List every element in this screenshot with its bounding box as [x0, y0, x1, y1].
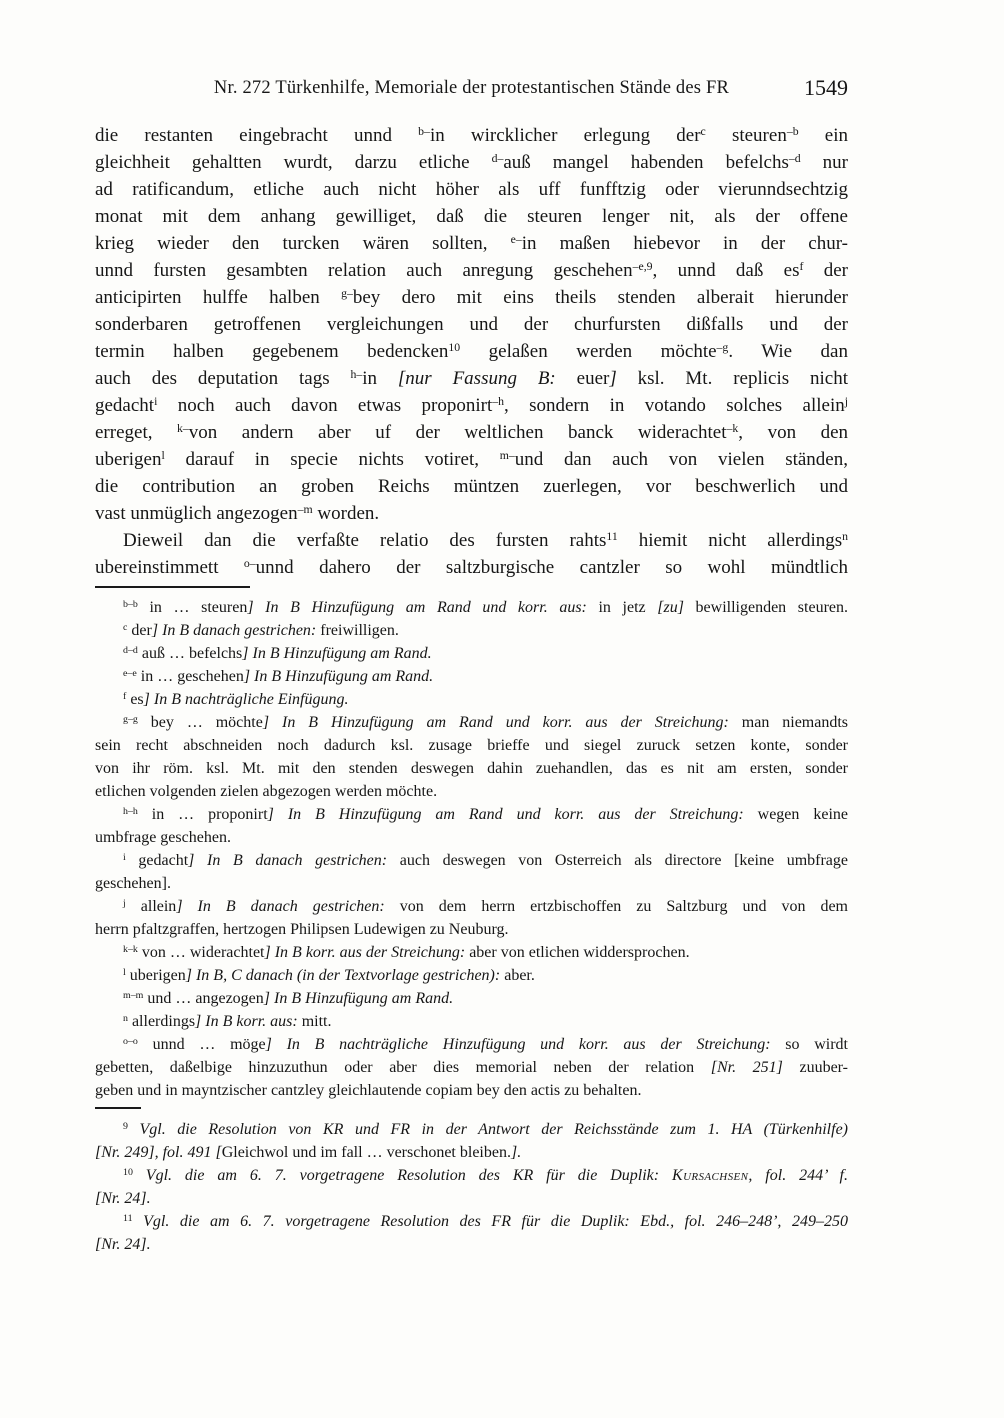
text-segment: geben und in mayntzischer cantzley gleichlautende copiam bey den actis zu behalten.	[95, 1082, 642, 1099]
text-line	[95, 1141, 848, 1164]
text-segment: Kursachsen	[672, 1167, 749, 1184]
note-mark: i	[154, 394, 158, 408]
text-segment: freiwilligen.	[316, 622, 399, 639]
note-mark: o–o	[123, 1035, 138, 1047]
note-mark: g–	[341, 286, 353, 300]
text-segment: ] In B danach gestrichen:	[176, 898, 385, 915]
text-segment: ] In B nachträgliche Einfügung.	[143, 691, 349, 708]
text-segment: ].	[510, 1144, 522, 1161]
text-segment: auch des deputation tags	[95, 368, 351, 389]
text-segment: monat mit dem anhang gewilliget, daß die steuren lenger nit, als der offene	[95, 206, 848, 227]
note-mark: –b	[786, 124, 799, 138]
text-line	[95, 446, 848, 473]
text-line	[95, 122, 848, 149]
text-segment: gedacht	[95, 395, 155, 416]
text-line	[95, 419, 848, 446]
text-segment: ad ratificandum, etliche auch nicht höher als uff funfftzig oder vierunndsechtzig	[95, 179, 848, 200]
text-line	[95, 1033, 848, 1056]
note-mark: i	[123, 851, 126, 863]
text-line	[95, 849, 848, 872]
text-line	[95, 473, 848, 500]
note-mark: l	[161, 448, 165, 462]
text-line	[95, 642, 848, 665]
text-line	[95, 527, 848, 554]
text-line	[95, 284, 848, 311]
note-mark: e–	[510, 232, 522, 246]
text-segment: von … widerachtet	[137, 944, 265, 961]
text-segment: termin halben gegebenem bedencken	[95, 341, 449, 362]
text-segment: darauf in specie nichts votiret,	[164, 449, 500, 470]
text-segment: [zu]	[657, 599, 684, 616]
text-line	[95, 392, 848, 419]
text-line	[95, 554, 848, 581]
note-mark: j	[123, 897, 126, 909]
text-segment: ] In B Hinzufügung am Rand.	[263, 990, 454, 1007]
text-segment: sonderbaren getroffenen vergleichungen und der churfursten dißfalls und der	[95, 314, 848, 335]
text-segment: auß … befelchs	[137, 645, 243, 662]
text-segment: steuren	[705, 125, 787, 146]
note-mark: 11	[123, 1212, 133, 1224]
text-segment: [Nr. 24].	[95, 1190, 151, 1207]
text-segment: allerdings	[127, 1013, 196, 1030]
text-segment: ] In B korr. aus der Streichung:	[264, 944, 466, 961]
note-mark: l	[123, 966, 126, 978]
text-segment: und dan auch von vielen ständen,	[514, 449, 848, 470]
text-line	[95, 734, 848, 757]
note-mark: –m	[297, 502, 313, 516]
text-segment: gebetten, daßelbige hinzuzuthun oder aber dies memorial neben der relation	[95, 1059, 711, 1076]
text-segment: ksl. Mt. replicis nicht	[616, 368, 848, 389]
text-segment: sein recht abschneiden noch dadurch ksl. zusage brieffe und siegel zuruck setzen konte, sonder	[95, 737, 848, 754]
text-line	[95, 596, 848, 619]
text-segment: hiemit nicht allerdings	[617, 530, 843, 551]
text-line	[95, 918, 848, 941]
text-segment: ]	[609, 368, 617, 389]
text-segment: gelaßen werden möchte	[460, 341, 717, 362]
text-segment: der	[127, 622, 152, 639]
note-mark: f	[123, 690, 127, 702]
text-line	[95, 780, 848, 803]
text-line	[95, 688, 848, 711]
note-mark: j	[844, 394, 848, 408]
text-segment: unnd dahero der saltzburgische cantzler so wohl mündtlich	[255, 557, 848, 578]
text-line	[95, 203, 848, 230]
text-line	[95, 941, 848, 964]
note-mark: k–	[177, 421, 189, 435]
text-segment: der	[803, 260, 848, 281]
text-segment: ] In B Hinzufügung am Rand.	[243, 668, 434, 685]
text-segment: ] In B danach gestrichen:	[188, 852, 388, 869]
text-segment: . Wie dan	[728, 341, 848, 362]
text-segment: umbfrage geschehen.	[95, 829, 231, 846]
text-line	[95, 619, 848, 642]
text-segment: , von den	[738, 422, 849, 443]
text-segment: nur	[800, 152, 848, 173]
text-segment: Gleichwol und im fall … verschonet bleiben.	[221, 1144, 511, 1161]
page-number: 1549	[804, 75, 848, 100]
text-line	[95, 338, 848, 365]
text-line	[95, 872, 848, 895]
text-segment: Vgl. die am 6. 7. vorgetragene Resolution des KR für die Duplik:	[132, 1167, 672, 1184]
note-mark: –h	[492, 394, 505, 408]
text-segment: gedacht	[125, 852, 189, 869]
text-column	[95, 75, 849, 1256]
text-line	[95, 257, 848, 284]
note-mark: n	[842, 529, 849, 543]
text-segment: , sondern in votando solches allein	[504, 395, 845, 416]
text-line	[95, 149, 848, 176]
text-line	[95, 964, 848, 987]
text-segment: ] In B korr. aus:	[195, 1013, 298, 1030]
note-mark: h–	[350, 367, 363, 381]
text-segment: in jetz	[586, 599, 658, 616]
text-segment: aber.	[500, 967, 535, 984]
note-mark: –e,9	[632, 259, 653, 273]
text-segment: geschehen].	[95, 875, 171, 892]
text-line	[95, 1187, 848, 1210]
text-line	[95, 365, 848, 392]
running-header	[95, 75, 848, 102]
text-line	[95, 895, 848, 918]
text-segment: Vgl. die am 6. 7. vorgetragene Resolution des FR für die Duplik: Ebd., fol. 246–248’, 249–250	[132, 1213, 848, 1230]
text-line	[95, 1233, 848, 1256]
text-line	[95, 757, 848, 780]
note-mark: h–h	[123, 805, 138, 817]
note-mark: –k	[726, 421, 739, 435]
text-segment: und … angezogen	[143, 990, 264, 1007]
text-segment: ] In B Hinzufügung am Rand und korr. aus der Streichung:	[267, 806, 744, 823]
note-mark: f	[799, 259, 804, 273]
note-mark: b–b	[123, 598, 138, 610]
note-mark: n	[123, 1012, 128, 1024]
text-segment: anticipirten hulffe halben	[95, 287, 342, 308]
text-segment: aber von etlichen widdersprochen.	[465, 944, 690, 961]
text-segment: mitt.	[297, 1013, 332, 1030]
text-segment: von ihr röm. ksl. Mt. mit den stenden deswegen dahin zuehandlen, das es nit am ersten, sonder	[95, 760, 848, 777]
text-segment: ] In B Hinzufügung am Rand.	[242, 645, 432, 662]
text-segment: [nur Fassung B:	[397, 368, 577, 389]
text-line	[95, 1079, 848, 1102]
text-segment: uberigen	[95, 449, 162, 470]
text-segment: man niemandts	[728, 714, 849, 731]
text-segment: ] In B Hinzufügung am Rand und korr. aus der Streichung:	[262, 714, 729, 731]
note-mark: –g	[716, 340, 729, 354]
note-mark: d–	[491, 151, 504, 165]
footnotes-block	[95, 1118, 848, 1256]
text-segment: [Nr. 251]	[710, 1059, 783, 1076]
running-header-title: Nr. 272 Türkenhilfe, Memoriale der protestantischen Stände des FR	[213, 78, 730, 98]
text-segment: ] In B, C danach (in der Textvorlage gestrichen):	[185, 967, 501, 984]
text-segment: zuuber-	[782, 1059, 848, 1076]
text-line	[95, 500, 848, 527]
text-segment: die contribution an groben Reichs müntzen zuerlegen, vor beschwerlich und	[95, 476, 848, 497]
text-segment: allein	[125, 898, 177, 915]
text-segment: [Nr. 249], fol. 491 [	[95, 1144, 222, 1161]
text-segment: krieg wieder den turcken wären sollten,	[95, 233, 511, 254]
note-mark: b–	[418, 124, 430, 138]
text-segment: , unnd daß es	[652, 260, 800, 281]
text-line	[95, 803, 848, 826]
text-line	[95, 665, 848, 688]
note-mark: m–m	[123, 989, 144, 1001]
text-segment: in wircklicher erlegung der	[429, 125, 701, 146]
note-mark: 11	[606, 529, 618, 543]
text-segment: etlichen volgenden zielen abgezogen werden möchte.	[95, 783, 438, 800]
text-line	[95, 230, 848, 257]
note-mark: 10	[123, 1166, 133, 1178]
text-segment: ] In B danach gestrichen:	[151, 622, 317, 639]
text-segment: unnd … möge	[137, 1036, 266, 1053]
apparatus-separator-rule	[95, 586, 250, 588]
text-line	[95, 1118, 848, 1141]
text-segment: in … geschehen	[136, 668, 244, 685]
note-mark: o–	[243, 556, 256, 570]
text-segment: [Nr. 24].	[95, 1236, 151, 1253]
note-mark: m–	[499, 448, 515, 462]
note-mark: k–k	[123, 943, 138, 955]
note-mark: e–e	[123, 667, 137, 679]
text-segment: ] In B nachträgliche Hinzufügung und korr. aus der Streichung:	[265, 1036, 771, 1053]
text-segment: bey dero mit eins theils stenden alberait hierunder	[352, 287, 848, 308]
text-segment: es	[126, 691, 144, 708]
text-segment: auch deswegen von Osterreich als directore [keine umbfrage	[387, 852, 849, 869]
text-segment: so wirdt	[770, 1036, 849, 1053]
text-line	[95, 1056, 848, 1079]
text-segment: auß mangel habenden befelchs	[503, 152, 789, 173]
text-segment: unnd fursten gesambten relation auch anregung geschehen	[95, 260, 633, 281]
text-segment: worden.	[312, 503, 380, 524]
text-segment: in maßen hiebevor in der chur-	[521, 233, 848, 254]
text-segment: , fol. 244’ f.	[748, 1167, 849, 1184]
text-line	[95, 311, 848, 338]
text-segment: Dieweil dan die verfaßte relatio des fursten rahts	[123, 530, 607, 551]
text-segment: erreget,	[95, 422, 178, 443]
text-segment: von dem herrn ertzbischoffen zu Saltzburg und von dem	[384, 898, 849, 915]
text-segment: von andern aber uf der weltlichen banck widerachtet	[188, 422, 727, 443]
text-segment: in … steuren	[137, 599, 248, 616]
text-line	[95, 826, 848, 849]
text-line	[95, 711, 848, 734]
critical-apparatus-block	[95, 596, 848, 1102]
text-segment: uberigen	[125, 967, 186, 984]
text-segment: herrn pfaltzgraffen, hertzogen Philipsen Ludewigen zu Neuburg.	[95, 921, 509, 938]
text-segment: bewilligenden steuren.	[683, 599, 848, 616]
text-line	[95, 987, 848, 1010]
text-segment: gleichheit gehaltten wurdt, darzu etliche	[95, 152, 492, 173]
text-segment: wegen keine	[743, 806, 848, 823]
text-segment: vast unmüglich angezogen	[95, 503, 298, 524]
note-mark: c	[123, 621, 128, 633]
text-segment: bey … möchte	[137, 714, 263, 731]
text-line	[95, 176, 848, 203]
note-mark: –d	[788, 151, 801, 165]
text-line	[95, 1210, 848, 1233]
note-mark: 10	[448, 340, 461, 354]
text-line	[95, 1164, 848, 1187]
note-mark: g–g	[123, 713, 138, 725]
text-segment: in	[362, 368, 398, 389]
main-text-block	[95, 122, 848, 581]
text-line	[95, 1010, 848, 1033]
text-segment: euer	[576, 368, 610, 389]
footnote-separator-rule	[95, 1107, 141, 1109]
note-mark: d–d	[123, 644, 138, 656]
note-mark: c	[700, 124, 706, 138]
text-segment: die restanten eingebracht unnd	[95, 125, 419, 146]
text-segment: ubereinstimmett	[95, 557, 244, 578]
text-segment: ] In B Hinzufügung am Rand und korr. aus:	[247, 599, 587, 616]
text-segment: Vgl. die Resolution von KR und FR in der Antwort der Reichsstände zum 1. HA (Türkenhilfe)	[127, 1121, 848, 1138]
text-segment: noch auch davon etwas proponirt	[157, 395, 493, 416]
text-segment: in … proponirt	[137, 806, 268, 823]
note-mark: 9	[123, 1120, 128, 1132]
text-segment: ein	[798, 125, 848, 146]
